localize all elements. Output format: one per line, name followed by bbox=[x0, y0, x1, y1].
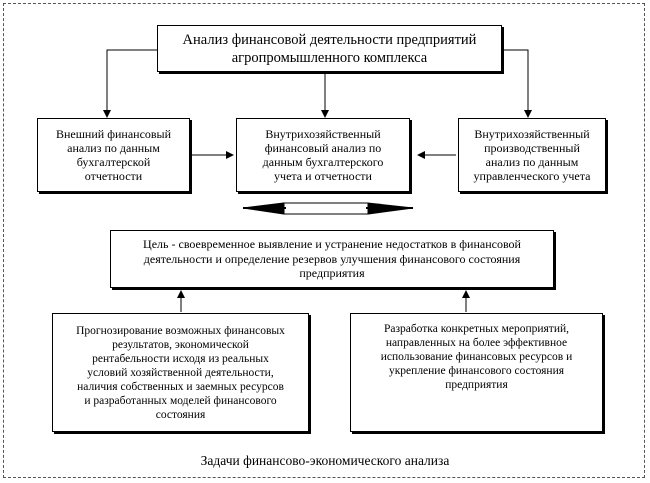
measures-task-label: Разработка конкретных мероприятий, направленных на более эффективное использование финансовых ресурсов и укрепление финансового состояния предприятия bbox=[380, 323, 573, 391]
external-analysis-label: Внешний финансовый анализ по данным бухгалтерской отчетности bbox=[55, 127, 172, 183]
internal-management-label: Внутрихозяйственный производственный анализ по данным управленческого учета bbox=[473, 127, 591, 183]
internal-accounting-box bbox=[236, 118, 410, 192]
connector-root-to-internal-management bbox=[502, 50, 528, 117]
internal-management-box bbox=[458, 118, 606, 192]
forecasting-task-box bbox=[52, 313, 309, 432]
block-arrow-down bbox=[243, 203, 413, 214]
figure-caption: Задачи финансово-экономического анализа bbox=[200, 453, 450, 468]
forecasting-task-label: Прогнозирование возможных финансовых результатов, экономической рентабельности исходя из реальных условий хозяйственной деятельности, наличия собственных и заемных ресурсов и разработанных моделей финансового состояния bbox=[76, 324, 285, 421]
goal-box bbox=[110, 230, 554, 288]
root-box bbox=[157, 25, 502, 72]
external-analysis-box bbox=[37, 118, 190, 192]
goal-label: Цель - своевременное выявление и устранение недостатков в финансовой деятельности и определение резервов улучшения финансового состояния предприятия bbox=[143, 237, 521, 281]
connector-root-to-external bbox=[107, 50, 157, 117]
root-label: Анализ финансовой деятельности предприятий агропромышленного комплекса bbox=[182, 31, 477, 66]
internal-accounting-label: Внутрихозяйственный финансовый анализ по данным бухгалтерского учета и отчетности bbox=[262, 127, 384, 183]
measures-task-box bbox=[350, 313, 603, 432]
